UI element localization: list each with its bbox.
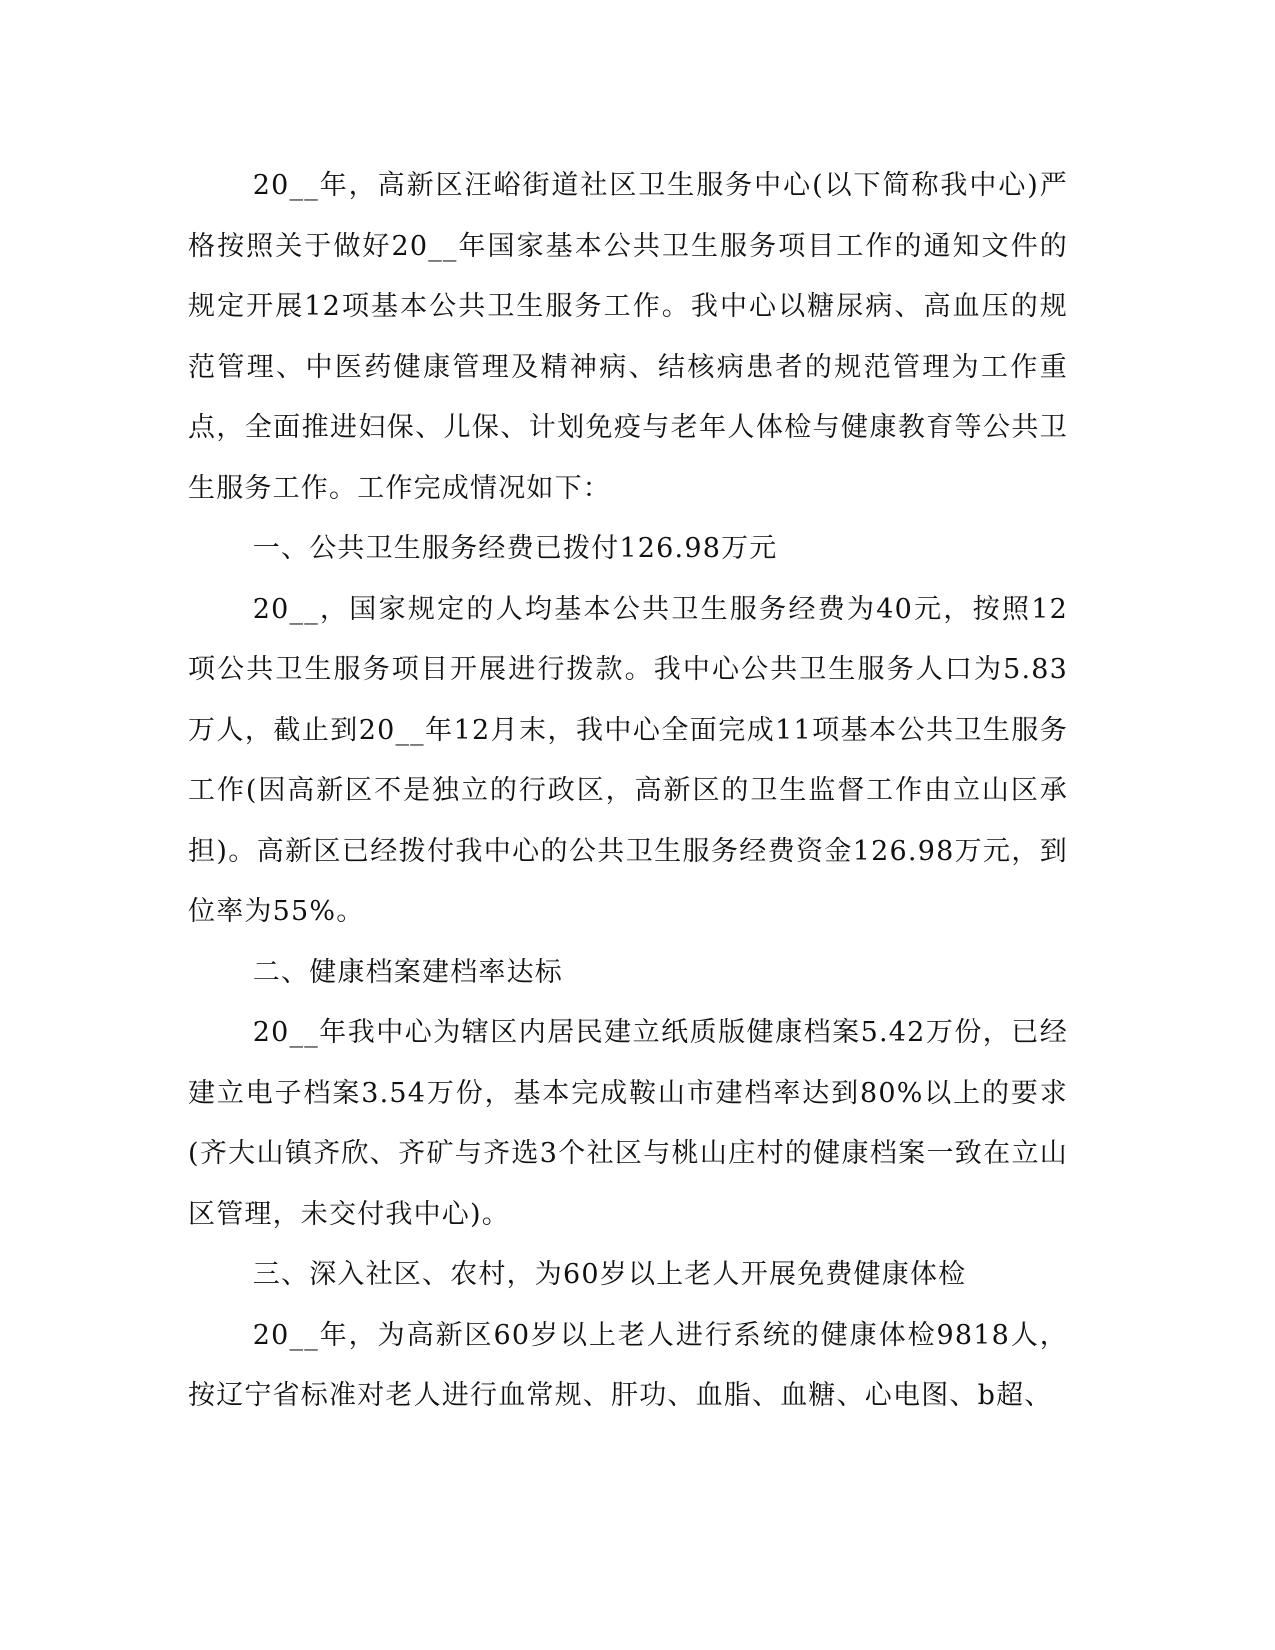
elderly-checkup-paragraph: 20__年，为高新区60岁以上老人进行系统的健康体检9818人，按辽宁省标准对老人进行血常规、肝功、血脂、血糖、心电图、b超、 bbox=[188, 1319, 1068, 1411]
section-heading-funding: 一、公共卫生服务经费已拨付126.98万元 bbox=[252, 533, 778, 564]
health-records-paragraph: 20__年我中心为辖区内居民建立纸质版健康档案5.42万份，已经建立电子档案3.54万份，基本完成鞍山市建档率达到80%以上的要求(齐大山镇齐欣、齐矿与齐选3个社区与桃山庄村的健康档案一致在立山区管理，未交付我中心)。 bbox=[188, 1017, 1068, 1230]
section-heading-elderly-checkup: 三、深入社区、农村，为60岁以上老人开展免费健康体检 bbox=[252, 1259, 967, 1290]
intro-paragraph: 20__年，高新区汪峪街道社区卫生服务中心(以下简称我中心)严格按照关于做好20__年国家基本公共卫生服务项目工作的通知文件的规定开展12项基本公共卫生服务工作。我中心以糖尿病、高血压的规范管理、中医药健康管理及精神病、结核病患者的规范管理为工作重点，全面推进妇保、儿保、计划免疫与老年人体检与健康教育等公共卫生服务工作。工作完成情况如下： bbox=[188, 170, 1068, 504]
document-body bbox=[188, 156, 1068, 1427]
funding-paragraph: 20__，国家规定的人均基本公共卫生服务经费为40元，按照12项公共卫生服务项目开展进行拨款。我中心公共卫生服务人口为5.83万人，截止到20__年12月末，我中心全面完成11项基本公共卫生服务工作(因高新区不是独立的行政区，高新区的卫生监督工作由立山区承担)。高新区已经拨付我中心的公共卫生服务经费资金126.98万元，到位率为55%。 bbox=[188, 593, 1068, 927]
section-heading-health-records: 二、健康档案建档率达标 bbox=[252, 956, 563, 988]
